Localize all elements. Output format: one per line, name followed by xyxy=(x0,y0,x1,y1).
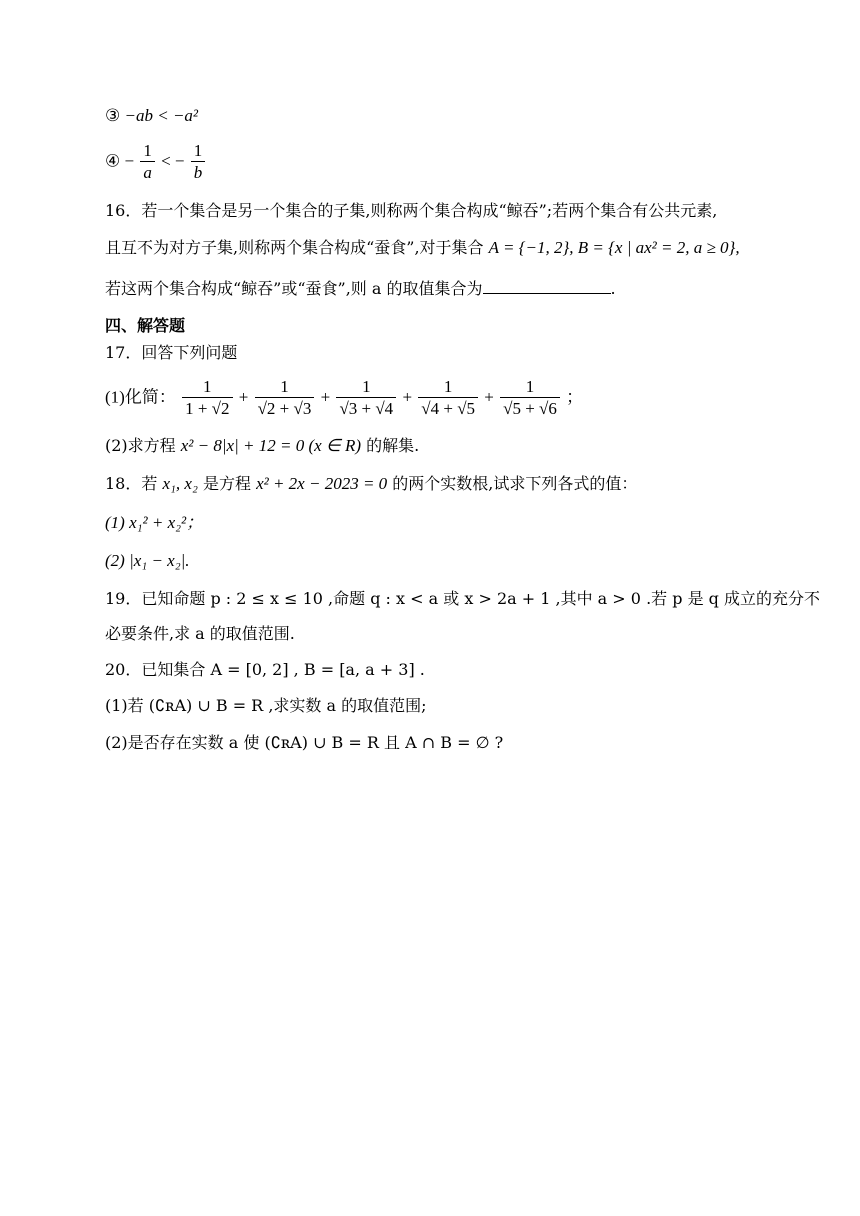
question-17-part-2 xyxy=(105,436,419,456)
fraction-denominator: √4 + √5 xyxy=(418,397,478,419)
part-label: (1)化简： xyxy=(105,387,176,407)
fraction-numerator: 1 xyxy=(143,141,152,160)
fraction-denominator: a xyxy=(140,161,155,183)
question-16-line-1: 16．若一个集合是另一个集合的子集,则称两个集合构成“鲸吞”;若两个集合有公共元素, xyxy=(105,201,718,220)
question-16-text: 且互不为对方子集,则称两个集合构成“蚕食”,对于集合 xyxy=(105,238,489,257)
question-17: 17．回答下列问题 xyxy=(105,343,238,362)
less-than-sign: < − xyxy=(161,151,185,171)
fraction-numerator: 1 xyxy=(525,377,535,396)
option-4 xyxy=(105,141,207,184)
fraction-1-over-b xyxy=(191,141,206,184)
roots: x₁, x₂ xyxy=(162,474,198,493)
fraction-denominator: b xyxy=(191,161,206,183)
fraction xyxy=(500,377,560,420)
section-heading: 四、解答题 xyxy=(105,316,186,335)
question-16-prompt: 若这两个集合构成“鲸吞”或“蚕食”,则 a 的取值集合为 xyxy=(105,279,483,298)
fraction-numerator: 1 xyxy=(362,377,371,396)
fraction-numerator: 1 xyxy=(203,377,212,396)
question-18-part-2: (2) |x₁ − x₂|. xyxy=(105,551,190,570)
option-3-label: ③ xyxy=(105,106,121,125)
option-3 xyxy=(105,106,198,126)
part-text: (2)求方程 xyxy=(105,436,181,455)
question-20-part-2: (2)是否存在实数 a 使 (∁ʀA) ∪ B = R 且 A ∩ B = ∅ ? xyxy=(105,733,504,752)
question-19-line-1: 19．已知命题 p : 2 ≤ x ≤ 10 ,命题 q : x < a 或 x > 2a + 1 ,其中 a > 0 .若 p 是 q 成立的充分不 xyxy=(105,589,820,608)
question-text: 18．若 xyxy=(105,474,163,493)
question-text: 是方程 xyxy=(197,474,257,493)
fraction-denominator: √5 + √6 xyxy=(500,397,560,419)
fraction-numerator: 1 xyxy=(280,377,289,396)
fraction xyxy=(418,377,478,420)
question-16-sets: A = {−1, 2}, B = {x | ax² = 2, a ≥ 0}, xyxy=(488,238,740,257)
question-18 xyxy=(105,474,637,494)
question-16-line-2 xyxy=(105,238,740,258)
equation: x² − 8|x| + 12 = 0 (x ∈ R) xyxy=(180,436,362,455)
semicolon: ； xyxy=(566,387,584,407)
option-4-label: ④ xyxy=(105,151,121,171)
fraction xyxy=(182,377,232,420)
fraction xyxy=(336,377,396,420)
question-text: 的两个实数根,试求下列各式的值： xyxy=(387,474,638,493)
minus-sign: − xyxy=(124,151,135,171)
question-20-part-1: (1)若 (∁ʀA) ∪ B = R ,求实数 a 的取值范围; xyxy=(105,696,427,715)
fraction-numerator: 1 xyxy=(443,377,453,396)
question-20: 20．已知集合 A = [0, 2] , B = [a, a + 3] . xyxy=(105,660,425,679)
fraction-denominator: √3 + √4 xyxy=(336,397,396,419)
fraction-numerator: 1 xyxy=(193,141,203,160)
period: . xyxy=(610,279,616,298)
fraction-denominator: √2 + √3 xyxy=(255,397,315,419)
question-16-line-3 xyxy=(105,279,616,298)
question-19-line-2: 必要条件,求 a 的取值范围. xyxy=(105,624,295,643)
option-3-expression: −ab < −a² xyxy=(124,106,199,125)
fraction xyxy=(255,377,315,420)
equation: x² + 2x − 2023 = 0 xyxy=(256,474,388,493)
part-text-end: 的解集. xyxy=(361,436,420,455)
fraction-1-over-a xyxy=(140,141,155,184)
fraction-denominator: 1 + √2 xyxy=(182,397,232,419)
answer-blank xyxy=(483,279,611,294)
question-18-part-1: (1) x₁² + x₂²； xyxy=(105,513,204,532)
question-17-part-1: (1)化简： $\frac{1}{1 + √2}$ + $\frac{1}{√2 + √3}$ + $\frac{1}{√3 + √4}$ + $\frac{1}{√4 + √5}$ + $\frac{1}{√5 + √6}$ ； xyxy=(105,377,584,419)
